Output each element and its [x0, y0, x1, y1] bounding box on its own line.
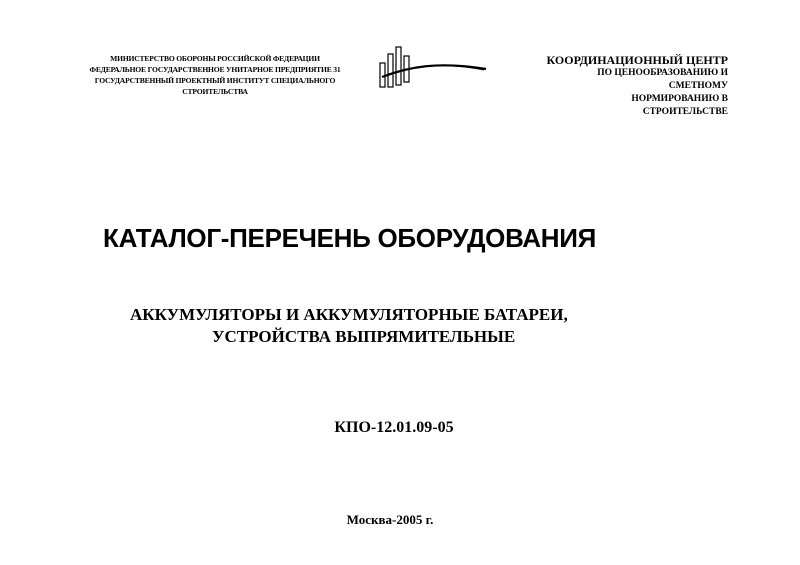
document-subtitle: [130, 304, 690, 348]
ministry-header-line: ГОСУДАРСТВЕННЫЙ ПРОЕКТНЫЙ ИНСТИТУТ СПЕЦИАЛЬНОГО: [94, 76, 336, 85]
place-and-year: [0, 512, 800, 528]
ministry-header-line: МИНИСТЕРСТВО ОБОРОНЫ РОССИЙСКОЙ ФЕДЕРАЦИИ: [110, 54, 320, 63]
subtitle-line: УСТРОЙСТВА ВЫПРЯМИТЕЛЬНЫЕ: [212, 327, 516, 346]
ministry-header-line: ФЕДЕРАЛЬНОЕ ГОСУДАРСТВЕННОЕ УНИТАРНОЕ ПРЕДПРИЯТИЕ 31: [89, 65, 341, 74]
coordination-center-line: НОРМИРОВАНИЮ В: [631, 94, 728, 104]
coordination-center-line: ПО ЦЕНООБРАЗОВАНИЮ И: [597, 68, 728, 78]
page-title: КАТАЛОГ-ПЕРЕЧЕНЬ ОБОРУДОВАНИЯ: [103, 223, 597, 253]
place-and-year-text: Москва-2005 г.: [346, 512, 434, 527]
subtitle-line: АККУМУЛЯТОРЫ И АККУМУЛЯТОРНЫЕ БАТАРЕИ,: [130, 305, 568, 324]
document-code-text: КПО-12.01.09-05: [334, 419, 454, 436]
coordination-center-header: [508, 53, 728, 119]
ministry-header: [60, 53, 370, 97]
coordination-center-line: СМЕТНОМУ: [668, 81, 728, 91]
document-code: [0, 418, 800, 438]
coordination-center-line: СТРОИТЕЛЬСТВЕ: [642, 107, 728, 117]
coordination-center-title: КООРДИНАЦИОННЫЙ ЦЕНТР: [546, 53, 728, 67]
institute-logo-icon: [378, 43, 490, 95]
ministry-header-line: СТРОИТЕЛЬСТВА: [182, 87, 248, 96]
